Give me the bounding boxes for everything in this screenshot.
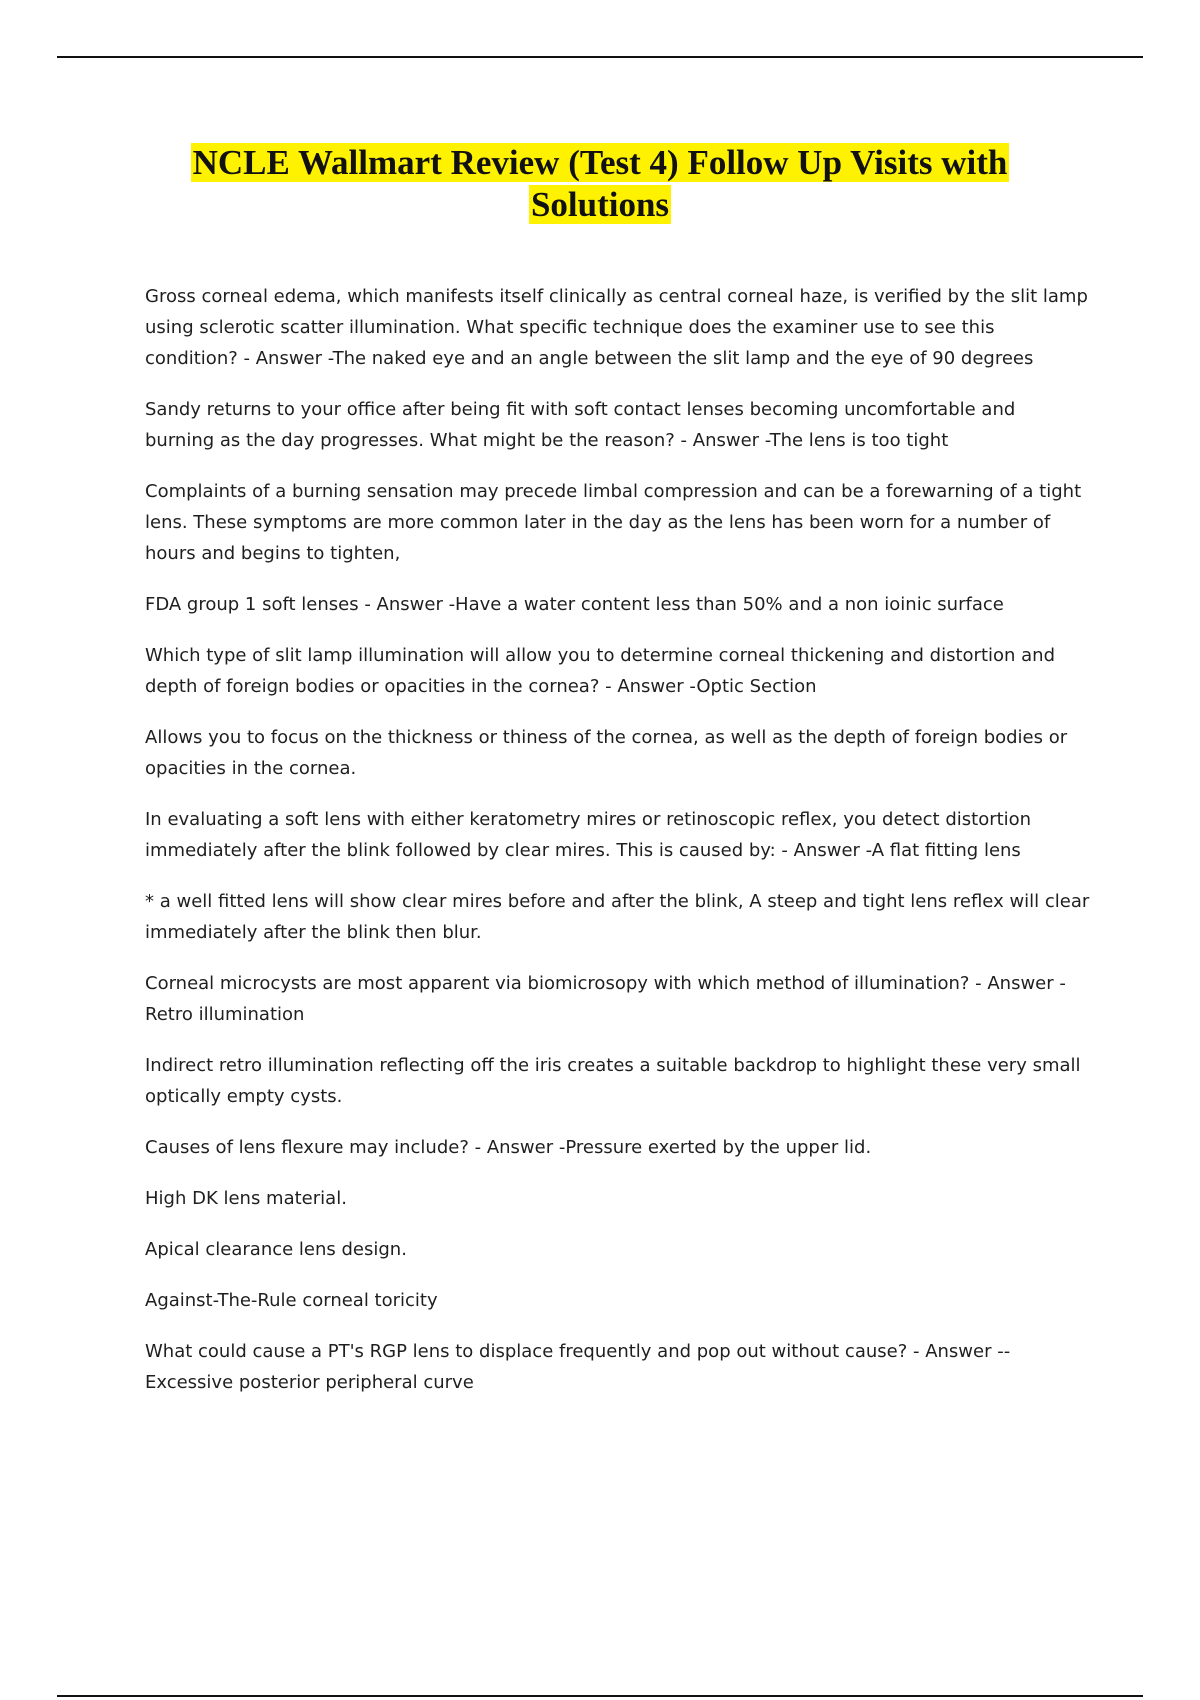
- paragraph-13: Apical clearance lens design.: [145, 1239, 407, 1260]
- paragraph-15: What could cause a PT's RGP lens to displace frequently and pop out without cause? - Answer --Excessive posterior peripheral curve: [145, 1341, 1011, 1393]
- paragraph-7: In evaluating a soft lens with either keratometry mires or retinoscopic reflex, you detect distortion immediately after the blink followed by clear mires. This is caused by: - Answer -A flat fitting lens: [145, 809, 1032, 861]
- document-title: [0, 142, 1200, 226]
- paragraph-12: High DK lens material.: [145, 1188, 347, 1209]
- paragraph-9: Corneal microcysts are most apparent via biomicrosopy with which method of illumination? - Answer -Retro illumination: [145, 973, 1066, 1025]
- paragraph-6: Allows you to focus on the thickness or thiness of the cornea, as well as the depth of foreign bodies or opacities in the cornea.: [145, 727, 1068, 779]
- paragraph-5: Which type of slit lamp illumination will allow you to determine corneal thickening and distortion and depth of foreign bodies or opacities in the cornea? - Answer -Optic Section: [145, 645, 1056, 697]
- paragraph-1: Gross corneal edema, which manifests itself clinically as central corneal haze, is verified by the slit lamp using sclerotic scatter illumination. What specific technique does the examiner use to see this condition? - Answer -The naked eye and an angle between the slit lamp and the eye of 90 degrees: [145, 286, 1088, 369]
- paragraph-11: Causes of lens flexure may include? - Answer -Pressure exerted by the upper lid.: [145, 1137, 872, 1158]
- paragraph-2: Sandy returns to your office after being fit with soft contact lenses becoming uncomfortable and burning as the day progresses. What might be the reason? - Answer -The lens is too tight: [145, 399, 1016, 451]
- paragraph-3: Complaints of a burning sensation may precede limbal compression and can be a forewarning of a tight lens. These symptoms are more common later in the day as the lens has been worn for a number of hours and begins to tighten,: [145, 481, 1082, 564]
- paragraph-10: Indirect retro illumination reflecting off the iris creates a suitable backdrop to highlight these very small optically empty cysts.: [145, 1055, 1081, 1107]
- title-line-2: Solutions: [530, 185, 670, 224]
- paragraph-14: Against-The-Rule corneal toricity: [145, 1290, 438, 1311]
- document-body: [145, 281, 1090, 1418]
- title-line-1: NCLE Wallmart Review (Test 4) Follow Up Visits with: [192, 143, 1008, 182]
- paragraph-4: FDA group 1 soft lenses - Answer -Have a water content less than 50% and a non ioinic surface: [145, 594, 1004, 615]
- top-rule: [57, 56, 1143, 58]
- paragraph-8: * a well fitted lens will show clear mires before and after the blink, A steep and tight lens reflex will clear immediately after the blink then blur.: [145, 891, 1090, 943]
- bottom-rule: [57, 1695, 1143, 1697]
